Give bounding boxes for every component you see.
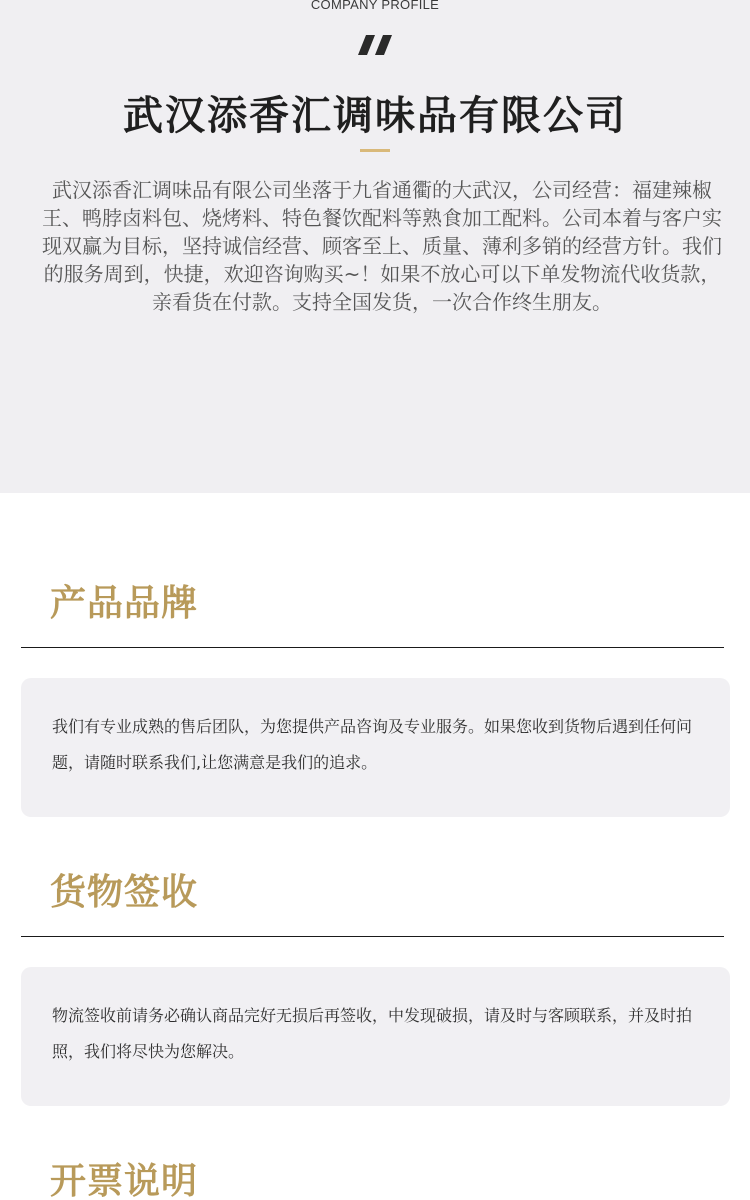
section-divider [21,647,724,648]
quote-mark-icon [358,35,392,55]
company-profile-eyebrow: COMPANY PROFILE [310,0,440,12]
section-card-delivery [21,967,730,1106]
company-profile-section [0,0,750,493]
section-text-delivery: 物流签收前请务必确认商品完好无损后再签收，中发现破损，请及时与客顾联系，并及时拍照，我们将尽快为您解决。 [52,1006,693,1061]
section-card-brand [21,678,730,817]
company-description: 武汉添香汇调味品有限公司坐落于九省通衢的大武汉，公司经营：福建辣椒王、鸭脖卤料包、烧烤料、特色餐饮配料等熟食加工配料。公司本着与客户实现双赢为目标，坚持诚信经营、顾客至上、质量、薄利多销的经营方针。我们的服务周到，快捷，欢迎咨询购买~！如果不放心可以下单发物流代收货款，亲看货在付款。支持全国发货，一次合作终生朋友。 [42,178,722,314]
section-heading-delivery: 货物签收 [50,872,199,913]
title-accent-divider [360,149,390,152]
company-name-title: 武汉添香汇调味品有限公司 [123,93,627,139]
section-heading-brand: 产品品牌 [50,583,199,624]
section-divider [21,936,724,937]
section-heading-invoice: 开票说明 [50,1161,199,1200]
section-text-brand: 我们有专业成熟的售后团队，为您提供产品咨询及专业服务。如果您收到货物后遇到任何问题，请随时联系我们,让您满意是我们的追求。 [52,717,693,772]
